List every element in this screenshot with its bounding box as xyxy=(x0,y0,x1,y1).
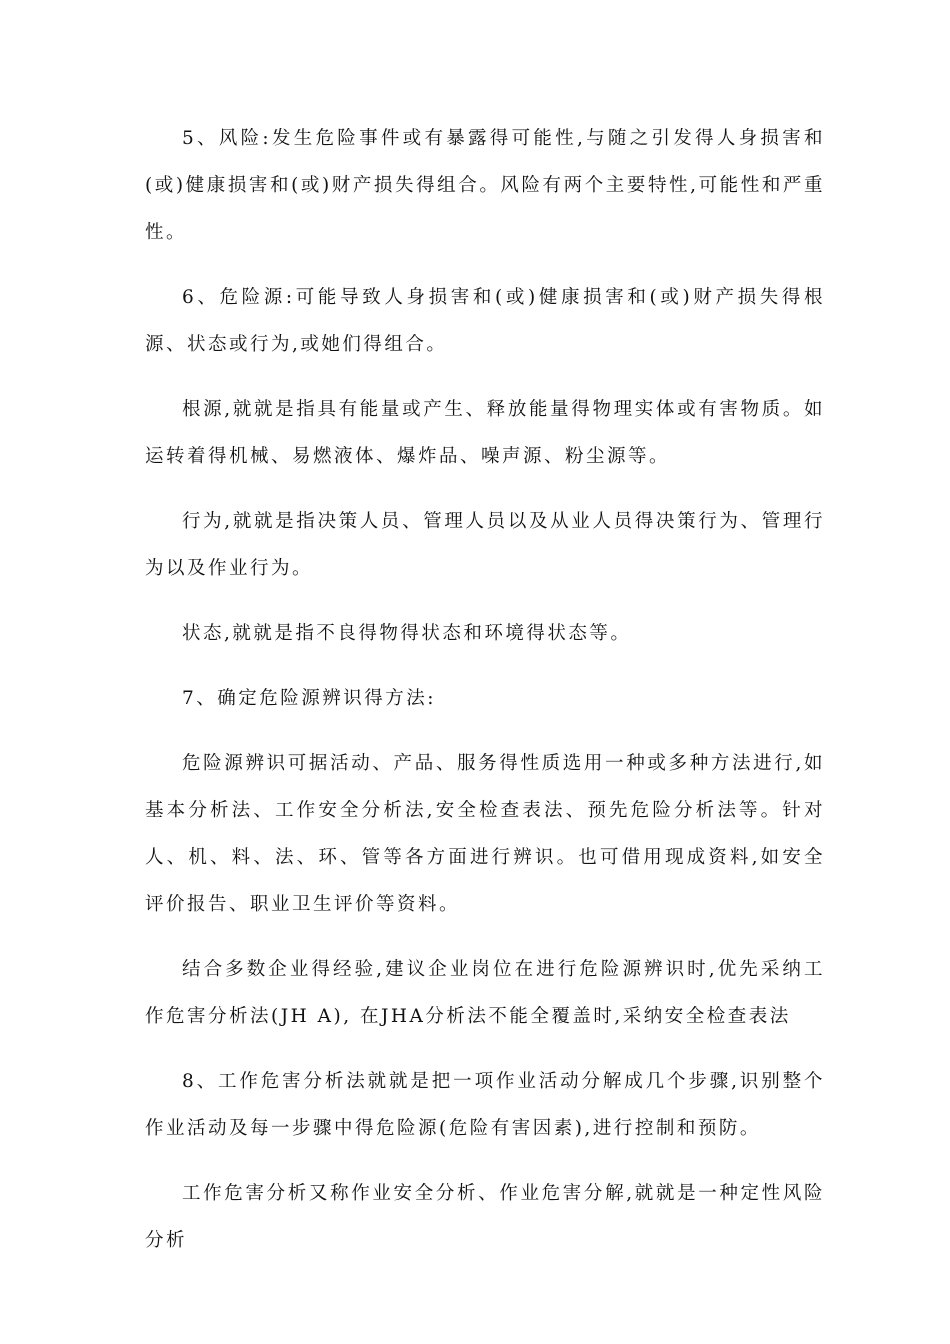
paragraph-jha-definition: 8、工作危害分析法就就是把一项作业活动分解成几个步骤,识别整个作业活动及每一步骤中得危险源(危险有害因素),进行控制和预防。 xyxy=(145,1071,825,1139)
paragraph-risk-definition: 5、风险:发生危险事件或有暴露得可能性,与随之引发得人身损害和(或)健康损害和(或)财产损失得组合。风险有两个主要特性,可能性和严重性。 xyxy=(145,128,825,243)
paragraph-jha-alias: 工作危害分析又称作业安全分析、作业危害分解,就就是一种定性风险分析 xyxy=(145,1183,825,1251)
paragraph-jha-recommendation: 结合多数企业得经验,建议企业岗位在进行危险源辨识时,优先采纳工作危害分析法(JH A), 在JHA分析法不能全覆盖时,采纳安全检查表法 xyxy=(145,959,825,1027)
paragraph-source-explanation: 根源,就就是指具有能量或产生、释放能量得物理实体或有害物质。如运转着得机械、易燃液体、爆炸品、噪声源、粉尘源等。 xyxy=(145,399,825,467)
paragraph-method-description: 危险源辨识可据活动、产品、服务得性质选用一种或多种方法进行,如基本分析法、工作安全分析法,安全检查表法、预先危险分析法等。针对人、机、料、法、环、管等各方面进行辨识。也可借用现成资料,如安全评价报告、职业卫生评价等资料。 xyxy=(145,753,825,915)
paragraph-behavior-explanation: 行为,就就是指决策人员、管理人员以及从业人员得决策行为、管理行为以及作业行为。 xyxy=(145,511,825,579)
paragraph-method-heading: 7、确定危险源辨识得方法: xyxy=(182,688,437,709)
paragraph-hazard-definition: 6、危险源:可能导致人身损害和(或)健康损害和(或)财产损失得根源、状态或行为,或她们得组合。 xyxy=(145,287,825,355)
paragraph-state-explanation: 状态,就就是指不良得物得状态和环境得状态等。 xyxy=(182,623,632,644)
document-body xyxy=(145,115,825,1282)
